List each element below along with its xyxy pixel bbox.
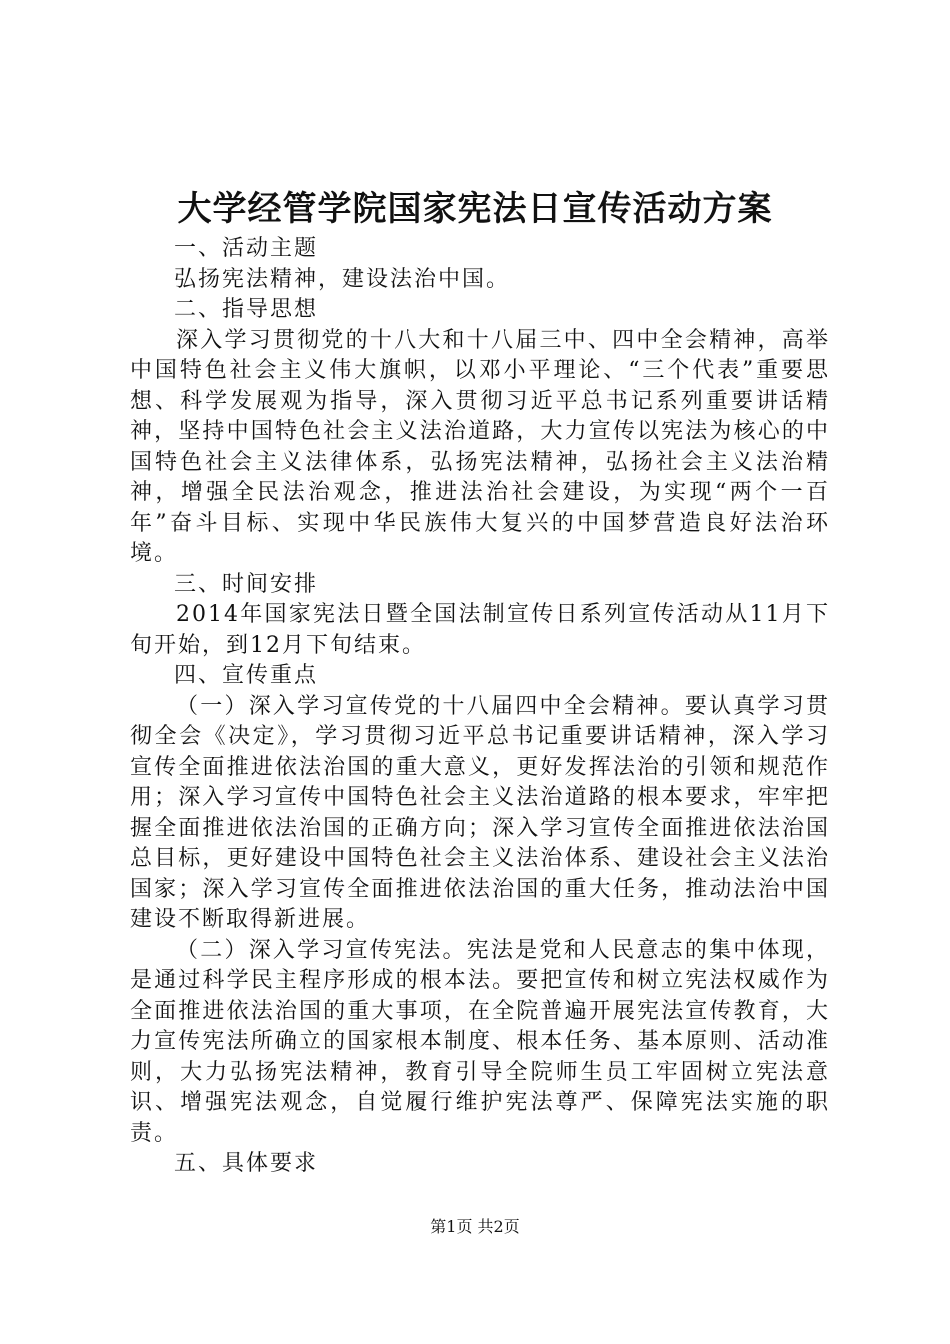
page-footer: 第1页 共2页 xyxy=(430,1217,520,1236)
paragraph-theme: 弘扬宪法精神，建设法治中国。 xyxy=(174,266,511,292)
section-heading-key-points: 四、宣传重点 xyxy=(174,663,319,688)
document-body xyxy=(130,234,830,1180)
paragraph-schedule: 2014年国家宪法日暨全国法制宣传日系列宣传活动从11月下旬开始，到12月下旬结束。 xyxy=(130,602,830,658)
section-heading-guiding-thought: 二、指导思想 xyxy=(174,297,319,322)
document-title: 大学经管学院国家宪法日宣传活动方案 xyxy=(177,189,773,229)
section-heading-schedule: 三、时间安排 xyxy=(174,571,319,597)
paragraph-key-point-2: （二）深入学习宣传宪法。宪法是党和人民意志的集中体现，是通过科学民主程序形成的根本法。要把宣传和树立宪法权威作为全面推进依法治国的重大事项，在全院普遍开展宪法宣传教育，大力宣传宪法所确立的国家根本制度、根本任务、基本原则、活动准则，大力弘扬宪法精神，教育引导全院师生员工牢固树立宪法意识、增强宪法观念，自觉履行维护宪法尊严、保障宪法实施的职责。 xyxy=(130,937,830,1146)
paragraph-guiding-thought: 深入学习贯彻党的十八大和十八届三中、四中全会精神，高举中国特色社会主义伟大旗帜，以邓小平理论、“三个代表”重要思想、科学发展观为指导，深入贯彻习近平总书记系列重要讲话精神，坚持中国特色社会主义法治道路，大力宣传以宪法为核心的中国特色社会主义法律体系，弘扬宪法精神，弘扬社会主义法治精神，增强全民法治观念，推进法治社会建设，为实现“两个一百年”奋斗目标、实现中华民族伟大复兴的中国梦营造良好法治环境。 xyxy=(130,327,830,566)
paragraph-key-point-1: （一）深入学习宣传党的十八届四中全会精神。要认真学习贯彻全会《决定》，学习贯彻习近平总书记重要讲话精神，深入学习宣传全面推进依法治国的重大意义，更好发挥法治的引领和规范作用；深入学习宣传中国特色社会主义法治道路的根本要求，牢牢把握全面推进依法治国的正确方向；深入学习宣传全面推进依法治国总目标，更好建设中国特色社会主义法治体系、建设社会主义法治国家；深入学习宣传全面推进依法治国的重大任务，推动法治中国建设不断取得新进展。 xyxy=(130,693,830,932)
section-heading-theme: 一、活动主题 xyxy=(174,236,319,261)
section-heading-requirements: 五、具体要求 xyxy=(174,1151,319,1176)
